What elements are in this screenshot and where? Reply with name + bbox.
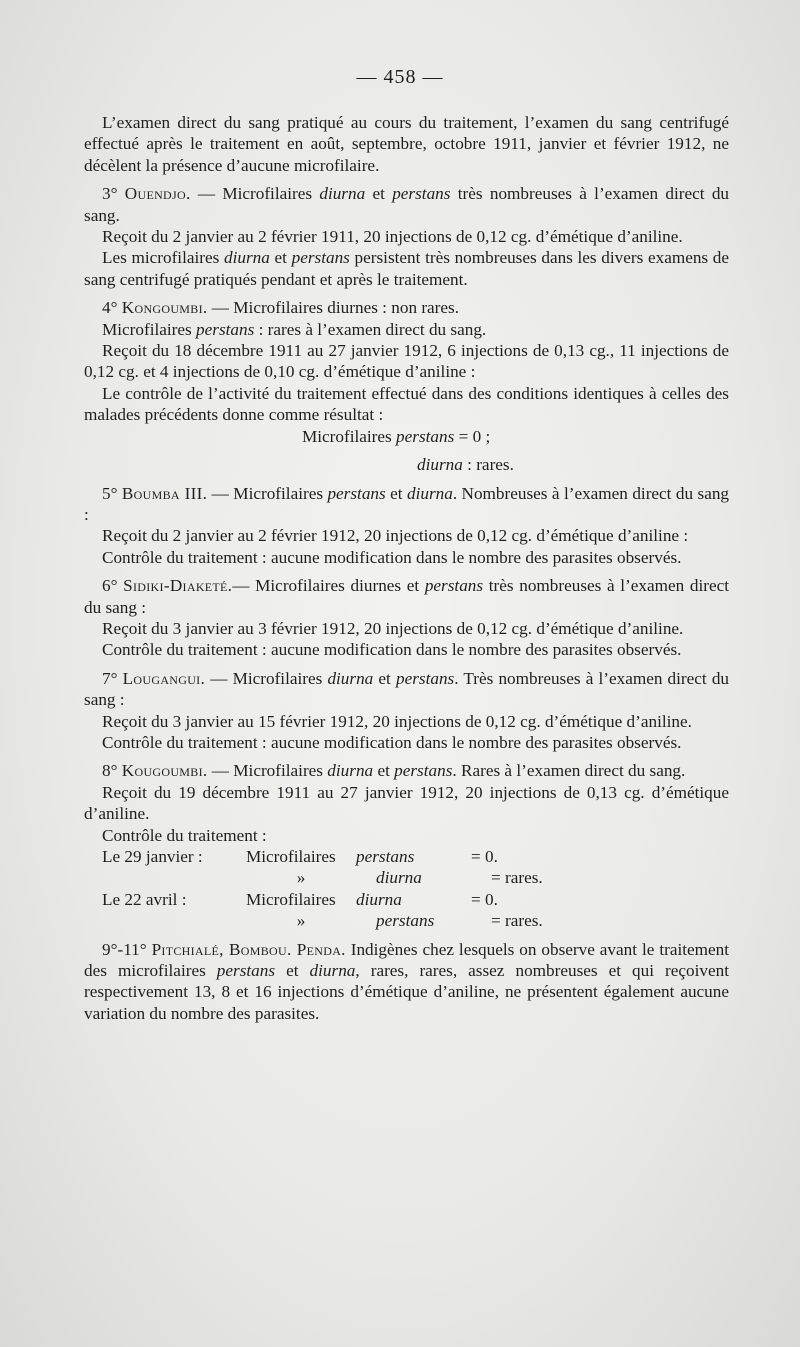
species-italic: diurna	[327, 668, 374, 688]
case-6-control: Contrôle du traitement : aucune modification dans le nombre des parasites observés.	[102, 640, 682, 660]
patient-name: Ouendjo.	[124, 184, 191, 204]
species-italic: diurna	[223, 248, 270, 268]
patient-name: Kongoumbi.	[121, 298, 208, 318]
text: très nombreuses à l’examen direct du sang.	[84, 184, 730, 225]
species-italic: perstans	[394, 761, 453, 781]
case-4-line2	[84, 319, 729, 340]
label-cell: Microfilaires	[246, 847, 336, 866]
text: — Microfilaires	[190, 184, 320, 204]
species-cell: perstans	[356, 847, 415, 866]
patient-names: Pitchialé, Bombou. Penda.	[151, 939, 346, 959]
text: Les microfilaires	[102, 248, 224, 268]
case-number: 7°	[102, 668, 118, 688]
text: persistent très nombreuses dans les divers examens de sang centrifugé pratiqués pendant et après le traitement.	[84, 248, 729, 289]
label-cell: »	[296, 911, 306, 931]
case-4-heading	[84, 297, 729, 318]
case-number: 4°	[102, 298, 118, 318]
text: et	[385, 483, 407, 503]
result-row	[84, 910, 729, 931]
species-cell: perstans	[376, 911, 435, 931]
species-italic: perstans	[327, 483, 386, 503]
text: et	[269, 248, 292, 268]
patient-name: Boumba III.	[121, 483, 208, 503]
species-italic: perstans	[291, 248, 350, 268]
value-cell: = 0.	[471, 847, 498, 866]
text: et	[373, 668, 396, 688]
species-italic: diurna	[406, 483, 453, 503]
text: et	[373, 761, 395, 781]
case-7-heading	[84, 668, 729, 711]
species-italic: perstans	[196, 319, 255, 339]
value-cell: = rares.	[491, 911, 543, 931]
case-3-treatment: Reçoit du 2 janvier au 2 février 1911, 20 injections de 0,12 cg. d’émétique d’aniline.	[102, 227, 683, 247]
text: . Rares à l’examen direct du sang.	[452, 761, 686, 781]
species-italic: diurna	[417, 455, 463, 475]
species-italic: diurna	[309, 961, 356, 981]
text: — Microfilaires diurnes et	[232, 576, 425, 596]
text: et	[365, 184, 393, 204]
case-3-result	[84, 247, 729, 290]
text: . Très nombreuses à l’examen direct du sang :	[84, 668, 730, 710]
case-3-heading	[84, 183, 729, 226]
text: Microfilaires	[302, 426, 397, 446]
species-cell: diurna	[376, 868, 422, 888]
patient-name: Sidiki-Diaketé.	[123, 576, 233, 596]
species-italic: diurna	[319, 184, 366, 204]
patient-name: Lougangui.	[122, 668, 206, 688]
result-row	[84, 867, 729, 888]
case-7-control: Contrôle du traitement : aucune modification dans le nombre des parasites observés.	[102, 732, 682, 752]
case-4-control: Le contrôle de l’activité du traitement effectué dans des conditions identiques à celles des malades précédents donne comme résultat :	[84, 383, 729, 425]
case-number: 3°	[102, 184, 118, 204]
date-cell: Le 29 janvier :	[102, 847, 203, 866]
text: . Nombreuses à l’examen direct du sang :	[84, 483, 730, 524]
case-9-11-paragraph	[84, 939, 729, 1025]
case-4-result-2	[84, 454, 729, 475]
case-8-control: Contrôle du traitement :	[102, 825, 267, 845]
case-6-heading	[84, 575, 729, 618]
text: — Microfilaires diurnes : non rares.	[207, 298, 460, 318]
label-cell: »	[296, 868, 306, 888]
date-cell	[84, 867, 246, 888]
text: — Microfilaires	[207, 483, 328, 503]
text: = 0 ;	[454, 426, 491, 446]
case-8-treatment: Reçoit du 19 décembre 1911 au 27 janvier 1912, 20 injections de 0,13 cg. d’émétique d’aniline.	[84, 782, 729, 824]
species-italic: perstans	[424, 576, 484, 596]
page-number: — 458 —	[356, 66, 444, 88]
text: — Microfilaires	[205, 668, 328, 688]
text: — Microfilaires	[207, 761, 328, 781]
text: : rares à l’examen direct du sang.	[254, 319, 487, 339]
case-5-heading	[84, 483, 729, 526]
species-italic: perstans	[395, 668, 455, 688]
case-6-treatment: Reçoit du 3 janvier au 3 février 1912, 20 injections de 0,12 cg. d’émétique d’aniline.	[102, 618, 684, 638]
patient-name: Kougoumbi.	[121, 761, 208, 781]
species-italic: diurna	[327, 761, 374, 781]
case-7-treatment: Reçoit du 3 janvier au 15 février 1912, 20 injections de 0,12 cg. d’émétique d’aniline.	[102, 711, 692, 731]
text: , rares, rares, assez nombreuses et qui reçoivent respectivement 13, 8 et 16 injections d’émétique d’aniline, ne présentent également aucune variation du nombre des parasites.	[84, 961, 729, 1023]
text: Microfilaires	[102, 319, 197, 339]
intro-paragraph: L’examen direct du sang pratiqué au cours du traitement, l’examen du sang centrifugé effectué après le traitement en août, septembre, octobre 1911, janvier et février 1912, ne décèlent la présence d’aucune microfilaire.	[84, 113, 729, 175]
case-5-control: Contrôle du traitement : aucune modification dans le nombre des parasites observés.	[102, 547, 682, 567]
case-number: 8°	[102, 761, 118, 781]
text: Indigènes chez lesquels on observe avant le traitement des microfilaires	[84, 939, 730, 981]
species-italic: perstans	[392, 184, 451, 204]
species-italic: perstans	[216, 961, 276, 981]
date-cell	[84, 910, 246, 931]
result-row	[84, 846, 729, 867]
body-text	[84, 112, 729, 1031]
text: : rares.	[462, 455, 514, 475]
case-number: 5°	[102, 483, 118, 503]
date-cell: Le 22 avril :	[102, 889, 187, 909]
result-row	[84, 889, 729, 910]
case-4-result-1	[84, 426, 729, 447]
case-number: 6°	[102, 576, 118, 596]
case-number: 9°-11°	[102, 939, 147, 959]
species-italic: perstans	[396, 426, 455, 446]
text: très nombreuses à l’examen direct du sang :	[84, 576, 729, 617]
label-cell: Microfilaires	[246, 889, 336, 909]
case-8-heading	[84, 760, 729, 781]
text: et	[275, 961, 310, 981]
value-cell: = 0.	[471, 889, 498, 909]
species-cell: diurna	[356, 889, 402, 909]
case-4-treatment: Reçoit du 18 décembre 1911 au 27 janvier 1912, 6 injections de 0,13 cg., 11 injections de 0,12 cg. et 4 injections de 0,10 cg. d’émétique d’aniline :	[84, 341, 729, 382]
case-5-treatment: Reçoit du 2 janvier au 2 février 1912, 20 injections de 0,12 cg. d’émétique d’aniline :	[102, 526, 689, 546]
value-cell: = rares.	[491, 868, 543, 888]
